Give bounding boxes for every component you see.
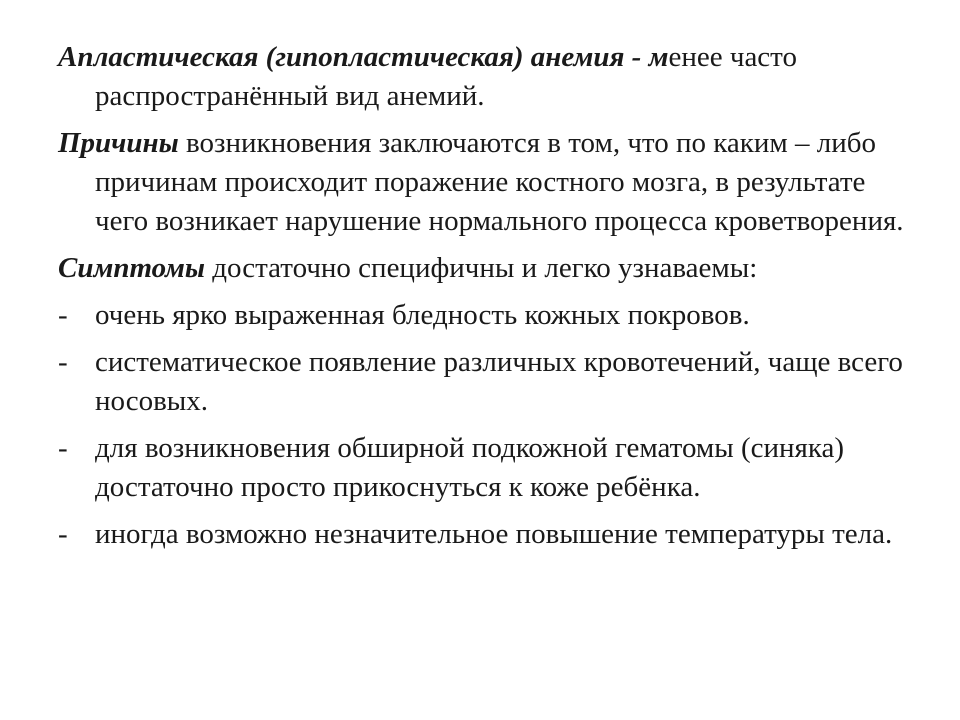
intro-text: енее часто распространённый вид анемий. xyxy=(95,41,797,112)
causes-text: возникновения заключаются в том, что по каким – либо причинам происходит поражение костного мозга, в результате чего возникает нарушение нормального процесса кроветворения. xyxy=(95,127,904,237)
symptom-text: иногда возможно незначительное повышение температуры тела. xyxy=(95,518,893,550)
dash-bullet-icon: - xyxy=(58,346,68,378)
causes-lead: Причины xyxy=(58,127,179,159)
symptom-text: для возникновения обширной подкожной гематомы (синяка) достаточно просто прикоснуться к коже ребёнка. xyxy=(95,432,845,503)
symptoms-lead: Симптомы xyxy=(58,252,206,284)
symptoms-text: достаточно специфичны и легко узнаваемы: xyxy=(205,252,758,284)
symptom-bullet xyxy=(58,343,918,421)
symptom-text: систематическое появление различных кровотечений, чаще всего носовых. xyxy=(95,346,903,417)
symptom-bullet xyxy=(58,429,918,507)
intro-paragraph xyxy=(58,38,918,116)
causes-paragraph xyxy=(58,124,918,241)
dash-bullet-icon: - xyxy=(58,299,68,331)
slide-content xyxy=(58,38,918,562)
dash-bullet-icon: - xyxy=(58,518,68,550)
symptom-bullet xyxy=(58,515,918,554)
symptom-bullet xyxy=(58,296,918,335)
intro-lead: Апластическая (гипопластическая) анемия - м xyxy=(58,41,669,73)
symptom-text: очень ярко выраженная бледность кожных покровов. xyxy=(95,299,750,331)
symptoms-paragraph xyxy=(58,249,918,288)
dash-bullet-icon: - xyxy=(58,432,68,464)
